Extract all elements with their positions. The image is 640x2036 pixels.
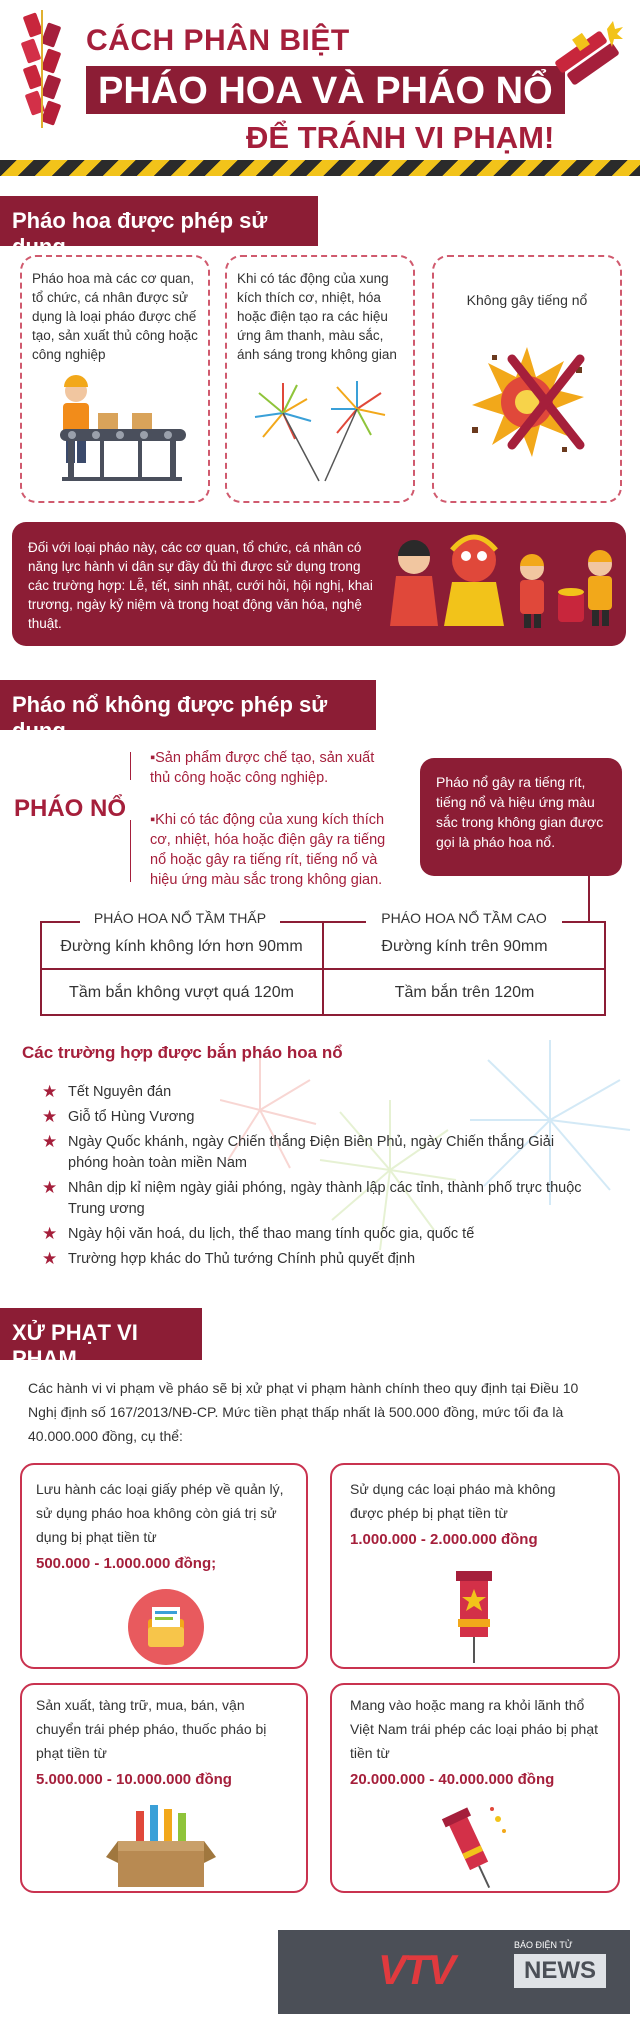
info-box-manufacture-text: Pháo hoa mà các cơ quan, tổ chức, cá nhân được sử dụng là loại pháo được chế tạo, sản xuất thủ công hoặc công nghiệp — [32, 271, 198, 362]
tilted-rocket-icon — [432, 1801, 512, 1891]
vtv-logo: VTV — [378, 1946, 454, 1993]
firework-rocket-icon — [444, 1565, 504, 1665]
news-logo: NEWS — [514, 1954, 606, 1988]
fine-card-4-text: Mang vào hoặc mang ra khỏi lãnh thổ Việt Nam trái phép các loại pháo bị phạt tiền từ — [350, 1697, 599, 1761]
factory-worker-icon — [40, 369, 190, 489]
section-heading-allowed: Pháo hoa được phép sử dụng — [0, 196, 318, 246]
firecracker-string-left-icon — [10, 10, 80, 140]
firecracker-label: PHÁO NỔ — [14, 795, 127, 822]
fine-card-1 — [20, 1463, 308, 1669]
list-item — [42, 1249, 582, 1270]
table-cell-high-diameter: Đường kính trên 90mm — [381, 938, 548, 955]
definition-callout-text: Pháo nổ gây ra tiếng rít, tiếng nổ và hiệu ứng màu sắc trong không gian được gọi là pháo hoa nổ. — [436, 774, 604, 850]
table-cell-low-range: Tầm bắn không vượt quá 120m — [69, 984, 294, 1001]
fine-card-1-text: Lưu hành các loại giấy phép về quản lý, sử dụng pháo hoa không còn giá trị sử dụng bị phạt tiền từ — [36, 1481, 284, 1545]
fine-card-2-amount: 1.000.000 - 2.000.000 đồng — [350, 1531, 538, 1548]
documents-folder-icon — [128, 1589, 204, 1665]
star-icon: ★ — [42, 1107, 58, 1126]
forbidden-bullet-1-text: Sản phẩm được chế tạo, sản xuất thủ công hoặc công nghiệp. — [150, 750, 375, 786]
square-bullet-icon: ▪ — [150, 812, 156, 828]
list-item — [42, 1107, 582, 1128]
fine-card-4 — [330, 1683, 620, 1893]
cases-heading: Các trường hợp được bắn pháo hoa nổ — [22, 1043, 343, 1062]
warning-stripe — [0, 160, 640, 176]
fine-card-4-amount: 20.000.000 - 40.000.000 đồng — [350, 1771, 555, 1788]
forbidden-bullet-2-text: Khi có tác động của xung kích thích cơ, nhiệt, hóa hoặc điện gây ra tiếng nổ hoặc gây ra tiếng rít, tiếng nổ và hiệu ứng màu sắc trong không gian. — [150, 812, 386, 888]
fine-card-1-amount: 500.000 - 1.000.000 đồng; — [36, 1555, 217, 1572]
forbidden-bullet-2 — [150, 810, 402, 890]
case-text: Giỗ tổ Hùng Vương — [68, 1109, 195, 1125]
case-text: Trường hợp khác do Thủ tướng Chính phủ quyết định — [68, 1251, 416, 1267]
header-title-line1: CÁCH PHÂN BIỆT — [86, 24, 350, 57]
allowed-cases-note-text: Đối với loại pháo này, các cơ quan, tổ chức, cá nhân có năng lực hành vi dân sự đầy đủ thì được sử dụng trong các trường hợp: Lễ, tết, sinh nhật, cưới hỏi, hội nghị, khai trương, ngày kỷ niệm và trong hoạt động văn hóa, nghệ thuật. — [28, 540, 373, 631]
fine-card-3 — [20, 1683, 308, 1893]
fine-card-2 — [330, 1463, 620, 1669]
list-item — [42, 1224, 582, 1245]
info-box-effects — [225, 255, 415, 503]
star-icon: ★ — [42, 1178, 58, 1197]
penalties-intro: Các hành vi vi phạm về pháo sẽ bị xử phạt vi phạm hành chính theo quy định tại Điều 10 Nghị định số 167/2013/NĐ-CP. Mức tiền phạt thấp nhất là 500.000 đồng, mức tối đa là 40.000.000 đồng, cụ thể: — [28, 1380, 579, 1444]
table-header-low: PHÁO HOA NỔ TẦM THẤP — [80, 910, 280, 926]
fine-card-3-amount: 5.000.000 - 10.000.000 đồng — [36, 1771, 232, 1788]
header-title-line2: PHÁO HOA VÀ PHÁO NỔ — [86, 66, 565, 114]
forbidden-bullet-1 — [150, 748, 390, 788]
firecracker-sticks-right-icon — [545, 15, 635, 95]
table-cell-low-diameter: Đường kính không lớn hơn 90mm — [60, 938, 303, 955]
cases-list — [42, 1082, 582, 1274]
case-text: Nhân dịp kỉ niệm ngày giải phóng, ngày thành lập các tỉnh, thành phố trực thuộc Trung ương — [68, 1180, 582, 1217]
firework-box-icon — [106, 1801, 216, 1889]
square-bullet-icon: ▪ — [150, 750, 156, 766]
info-box-manufacture — [20, 255, 210, 503]
footer-small-label: BÁO ĐIỆN TỬ — [514, 1940, 573, 1950]
info-box-effects-text: Khi có tác động của xung kích thích cơ, nhiệt, hóa hoặc điện tạo ra các hiệu ứng âm thanh, màu sắc, ánh sáng trong không gian — [237, 271, 397, 362]
star-icon: ★ — [42, 1132, 58, 1151]
firework-classification-table — [40, 906, 606, 1016]
lion-dance-festival-icon — [382, 528, 622, 642]
allowed-cases-note — [12, 522, 626, 646]
case-text: Tết Nguyên đán — [68, 1084, 172, 1100]
no-explosion-icon — [452, 327, 602, 477]
definition-callout — [420, 758, 622, 876]
table-header-high: PHÁO HOA NỔ TẦM CAO — [366, 910, 562, 926]
case-text: Ngày Quốc khánh, ngày Chiến thắng Điện Biên Phủ, ngày Chiến thắng Giải phóng hoàn toàn miền Nam — [68, 1134, 555, 1171]
fine-card-3-text: Sản xuất, tàng trữ, mua, bán, vận chuyển trái phép pháo, thuốc pháo bị phạt tiền từ — [36, 1697, 267, 1761]
info-box-no-explosion-text: Không gây tiếng nổ — [466, 292, 588, 308]
list-item — [42, 1132, 582, 1174]
footer-logo-bar — [278, 1930, 630, 2014]
star-icon: ★ — [42, 1082, 58, 1101]
bracket-line-top — [130, 752, 131, 780]
case-text: Ngày hội văn hoá, du lịch, thể thao mang tính quốc gia, quốc tế — [68, 1226, 475, 1242]
info-box-no-explosion — [432, 255, 622, 503]
star-icon: ★ — [42, 1224, 58, 1243]
list-item — [42, 1178, 582, 1220]
fine-card-2-text: Sử dụng các loại pháo mà không được phép bị phạt tiền từ — [350, 1481, 556, 1521]
section-heading-penalties: XỬ PHẠT VI PHẠM — [0, 1308, 202, 1360]
bracket-line-bottom — [130, 820, 131, 882]
list-item — [42, 1082, 582, 1103]
star-icon: ★ — [42, 1249, 58, 1268]
table-cell-high-range: Tầm bắn trên 120m — [394, 984, 535, 1001]
section-heading-forbidden: Pháo nổ không được phép sử dụng — [0, 680, 376, 730]
sparkler-fireworks-icon — [239, 369, 404, 489]
header-title-line3: ĐỂ TRÁNH VI PHẠM! — [246, 120, 555, 155]
